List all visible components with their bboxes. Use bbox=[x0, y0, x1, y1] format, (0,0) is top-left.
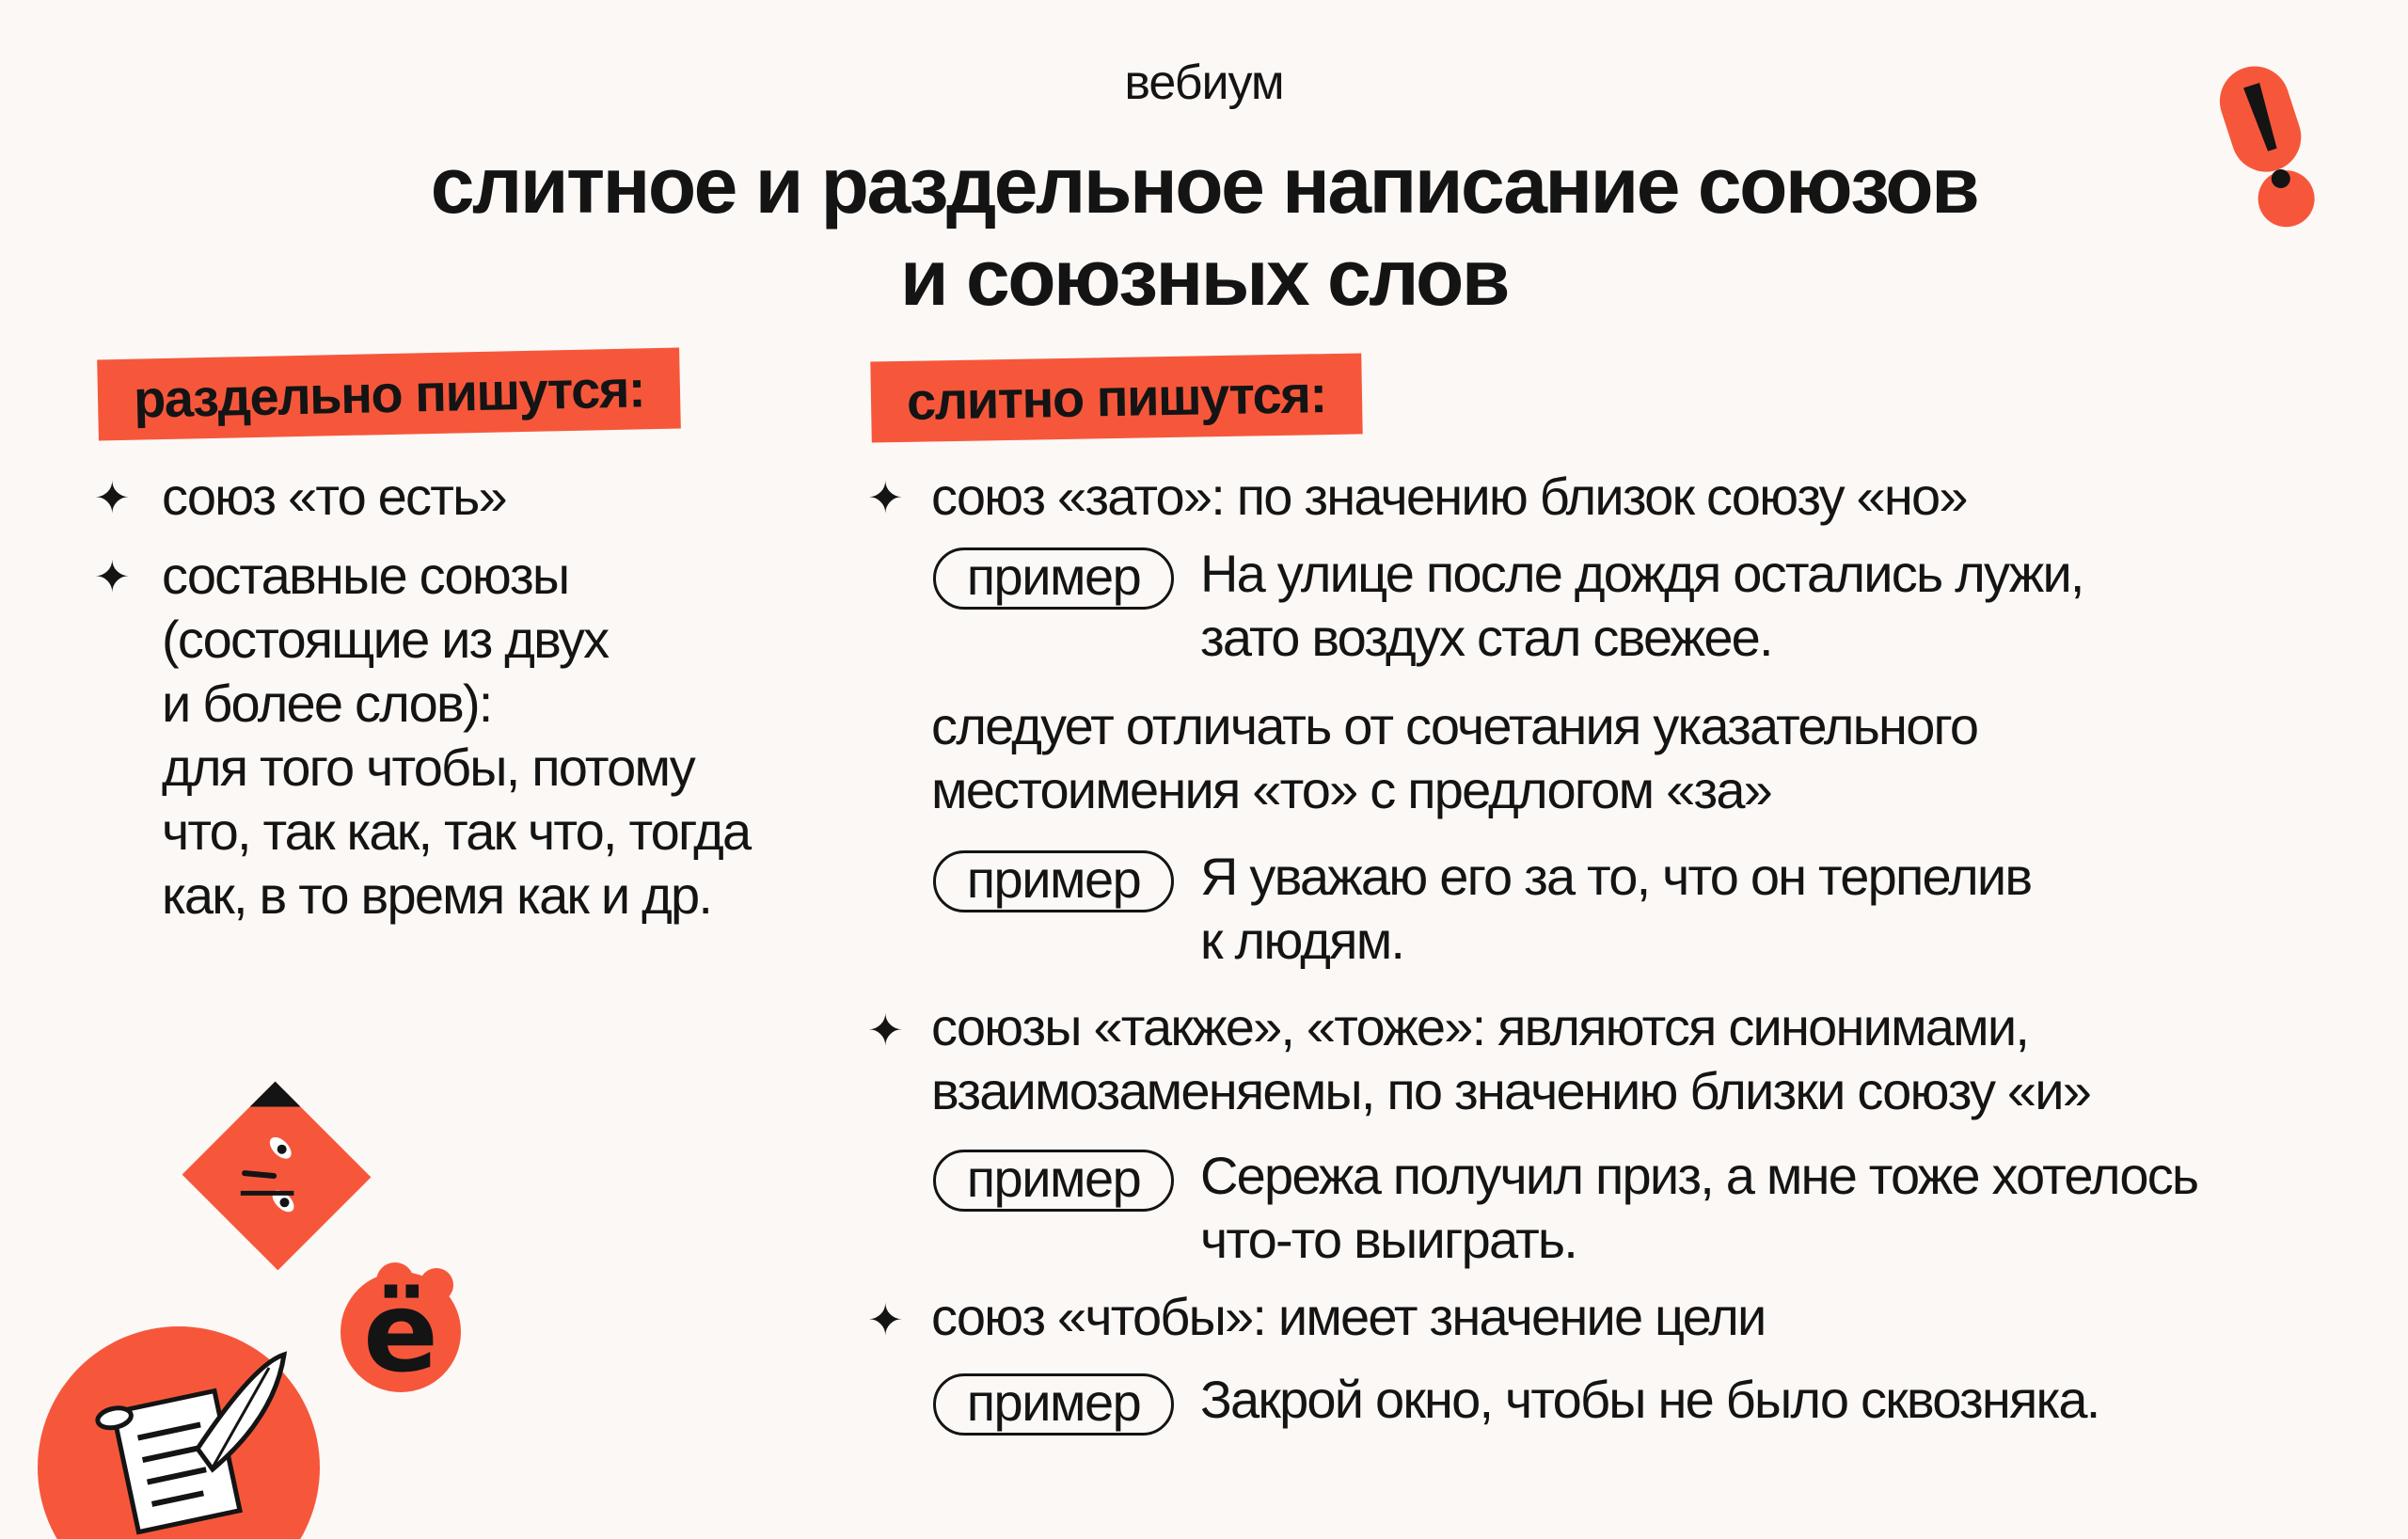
page-title bbox=[0, 139, 2408, 324]
bullet-star-icon: ✦ bbox=[867, 1006, 904, 1055]
example-badge: пример bbox=[933, 1150, 1174, 1212]
example-3-line: Сережа получил приз, а мне тоже хотелось bbox=[1200, 1146, 2198, 1205]
example-3-text bbox=[1200, 1144, 2197, 1272]
bullet-star-icon: ✦ bbox=[867, 473, 904, 522]
left-item-1: союз «то есть» bbox=[162, 467, 506, 526]
bullet-star-icon: ✦ bbox=[94, 473, 131, 522]
title-line-2: и союзных слов bbox=[900, 233, 1508, 322]
right-bullet-2-line: союзы «также», «тоже»: являются синонимами, bbox=[931, 997, 2029, 1056]
brand-logo-text: вебиум bbox=[1124, 56, 1284, 110]
right-bullet-2 bbox=[931, 995, 2090, 1123]
example-4-text: Закрой окно, чтобы не было сквозняка. bbox=[1200, 1370, 2099, 1429]
note-line: местоимения «то» с предлогом «за» bbox=[931, 760, 1772, 819]
bullet-star-icon: ✦ bbox=[867, 1295, 904, 1344]
bullet-star-icon: ✦ bbox=[94, 552, 131, 601]
face-card-icon bbox=[177, 1072, 376, 1279]
example-badge: пример bbox=[933, 850, 1174, 912]
left-item-2-line: (состоящие из двух bbox=[162, 610, 609, 669]
example-1-line: зато воздух стал свежее. bbox=[1200, 608, 1772, 667]
letter-yo-badge bbox=[333, 1259, 468, 1397]
example-1-line: На улице после дождя остались лужи, bbox=[1200, 544, 2083, 603]
left-item-2-line: для того чтобы, потому bbox=[162, 738, 695, 797]
example-badge: пример bbox=[933, 547, 1174, 610]
left-item-2-line: составные союзы bbox=[162, 546, 569, 605]
example-2-line: Я уважаю его за то, что он терпелив bbox=[1200, 847, 2032, 906]
right-bullet-1: союз «зато»: по значению близок союзу «но» bbox=[931, 467, 1967, 526]
tag-separate: раздельно пишутся: bbox=[97, 348, 681, 441]
example-badge: пример bbox=[933, 1373, 1174, 1436]
left-item-2-line: что, так как, так что, тогда bbox=[162, 801, 751, 861]
exclamation-sticker-icon bbox=[2209, 60, 2331, 235]
note-text bbox=[931, 694, 1977, 822]
right-bullet-2-line: взаимозаменяемы, по значению близки союзу «и» bbox=[931, 1061, 2091, 1120]
tag-joined: слитно пишутся: bbox=[870, 353, 1362, 442]
scroll-quill-icon bbox=[38, 1326, 329, 1539]
left-item-2-line: и более слов): bbox=[162, 674, 492, 733]
example-3-line: что-то выиграть. bbox=[1200, 1210, 1577, 1269]
right-bullet-3: союз «чтобы»: имеет значение цели bbox=[931, 1287, 1766, 1346]
example-1-text bbox=[1200, 542, 2083, 670]
title-line-1: слитное и раздельное написание союзов bbox=[430, 141, 1978, 230]
example-2-text bbox=[1200, 845, 2031, 973]
left-item-2 bbox=[162, 544, 750, 928]
note-line: следует отличать от сочетания указательного bbox=[931, 696, 1978, 755]
left-item-2-line: как, в то время как и др. bbox=[162, 865, 712, 925]
letter-yo: ё bbox=[362, 1267, 439, 1397]
example-2-line: к людям. bbox=[1200, 911, 1404, 970]
